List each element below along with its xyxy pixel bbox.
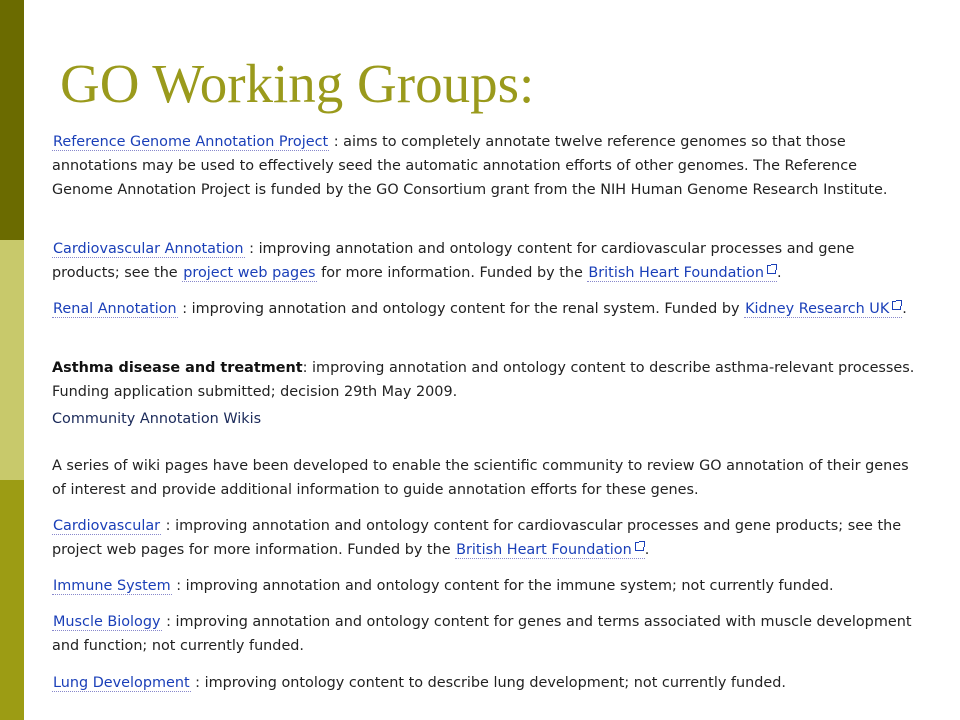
wiki-item-cardiovascular: [52, 514, 917, 562]
item-text: for more information. Funded by the: [321, 265, 583, 281]
wiki-item-lung-development: [52, 671, 917, 695]
link-wiki-cardiovascular[interactable]: Cardiovascular: [53, 518, 161, 534]
item-text: : aims to completely annotate twelve reference genomes so that those annotations may be used to effectively seed the automatic annotation efforts of other genomes. The Reference Genome Annotation Project is funded by the GO Consortium grant from the NIH Human Genome Research Institute.: [52, 134, 888, 198]
section-heading-community-wikis: Community Annotation Wikis: [52, 411, 262, 427]
item-text: : improving annotation and ontology content for the immune system; not currently funded.: [176, 578, 834, 594]
wiki-item-immune-system: [52, 574, 917, 598]
item-text: : improving annotation and ontology content for genes and terms associated with muscle development and function; not currently funded.: [52, 614, 912, 654]
item-text: : improving annotation and ontology content to describe asthma-relevant processes. Funding application submitted; decision 29th May 2009.: [52, 360, 915, 400]
link-project-web-pages[interactable]: project web pages: [183, 265, 316, 281]
accent-bar-top: [0, 0, 24, 240]
accent-bar-bottom: [0, 480, 24, 720]
item-renal-annotation: [52, 297, 917, 321]
external-link-icon: [767, 265, 776, 274]
item-text: : improving annotation and ontology content for cardiovascular processes and gene products; see the: [52, 241, 855, 281]
link-label: Kidney Research UK: [745, 301, 890, 317]
item-reference-genome: [52, 130, 917, 202]
link-british-heart-foundation-2[interactable]: [455, 542, 645, 559]
link-british-heart-foundation[interactable]: [587, 265, 777, 282]
link-label: British Heart Foundation: [456, 542, 632, 558]
link-wiki-immune-system[interactable]: Immune System: [53, 578, 171, 594]
link-reference-genome[interactable]: Reference Genome Annotation Project: [53, 134, 329, 150]
link-renal-annotation[interactable]: Renal Annotation: [53, 301, 177, 317]
item-cardiovascular-annotation: [52, 237, 917, 285]
link-wiki-lung-development[interactable]: Lung Development: [53, 675, 190, 691]
item-text: .: [902, 301, 907, 317]
item-asthma: [52, 356, 917, 404]
item-text: .: [644, 542, 650, 558]
link-kidney-research-uk[interactable]: [744, 301, 902, 318]
item-text: : improving annotation and ontology content for cardiovascular processes and gene products; see the project web pages for more information. Funded by the: [52, 518, 902, 558]
external-link-icon: [635, 542, 644, 551]
link-cardiovascular-annotation[interactable]: Cardiovascular Annotation: [53, 241, 244, 257]
accent-bar-middle: [0, 240, 24, 480]
item-text: : improving ontology content to describe lung development; not currently funded.: [195, 675, 786, 691]
link-wiki-muscle-biology[interactable]: Muscle Biology: [53, 614, 161, 630]
item-title-bold: Asthma disease and treatment: [52, 360, 303, 376]
wiki-item-muscle-biology: [52, 610, 917, 658]
slide-title: GO Working Groups:: [60, 53, 535, 114]
community-intro: A series of wiki pages have been developed to enable the scientific community to review GO annotation of their genes of interest and provide additional information to guide annotation efforts for these genes.: [52, 458, 909, 498]
link-label: British Heart Foundation: [588, 265, 764, 281]
item-text: .: [776, 265, 782, 281]
external-link-icon: [892, 301, 901, 310]
item-text: : improving annotation and ontology content for the renal system. Funded by: [182, 301, 740, 317]
